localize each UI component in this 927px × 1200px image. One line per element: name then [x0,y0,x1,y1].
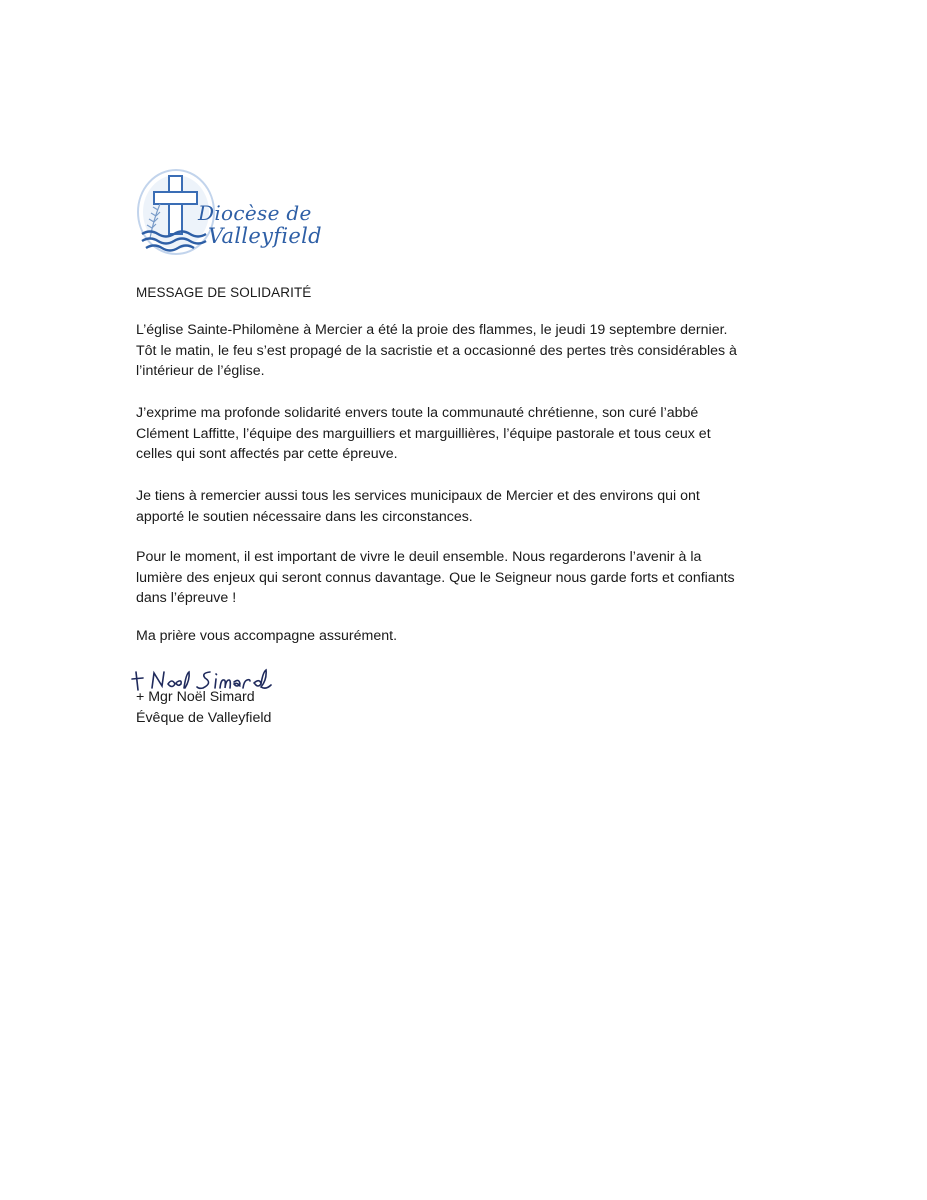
paragraph-1 [136,320,796,382]
paragraph-line: Je tiens à remercier aussi tous les services municipaux de Mercier et des environs qui ont [136,488,700,504]
paragraph-line: Clément Laffitte, l’équipe des marguilliers et marguillières, l’équipe pastorale et tous ceux et [136,425,711,442]
paragraph-line: Ma prière vous accompagne assurément. [136,628,398,644]
paragraph-line: J’exprime ma profonde solidarité envers toute la communauté chrétienne, son curé l’abbé [136,405,699,421]
paragraph-4 [136,547,796,609]
paragraph-line: L’église Sainte-Philomène à Mercier a été la proie des flammes, le jeudi 19 septembre dernier. [136,322,728,338]
signatory-name: + Mgr Noël Simard [136,689,255,705]
paragraph-5 [136,626,796,647]
paragraph-line: apporté le soutien nécessaire dans les circonstances. [136,508,473,525]
paragraph-3 [136,486,796,527]
logo-text-line2: Valleyfield [208,224,322,248]
paragraph-line: Pour le moment, il est important de vivre le deuil ensemble. Nous regarderons l’avenir à la [136,549,702,565]
paragraph-line: lumière des enjeux qui seront connus davantage. Que le Seigneur nous garde forts et confiants [136,569,735,586]
paragraph-line: celles qui sont affectés par cette épreuve. [136,446,398,462]
logo-text-line1: Diocèse de [198,201,312,225]
message-heading: MESSAGE DE SOLIDARITÉ [136,285,312,300]
paragraph-line: l’intérieur de l’église. [136,363,265,379]
paragraph-2 [136,403,796,465]
paragraph-line: Tôt le matin, le feu s’est propagé de la sacristie et a occasionné des pertes très considérables à [136,342,737,359]
diocese-logo [136,168,336,260]
signatory-title: Évêque de Valleyfield [136,710,272,726]
paragraph-line: dans l’épreuve ! [136,590,237,606]
